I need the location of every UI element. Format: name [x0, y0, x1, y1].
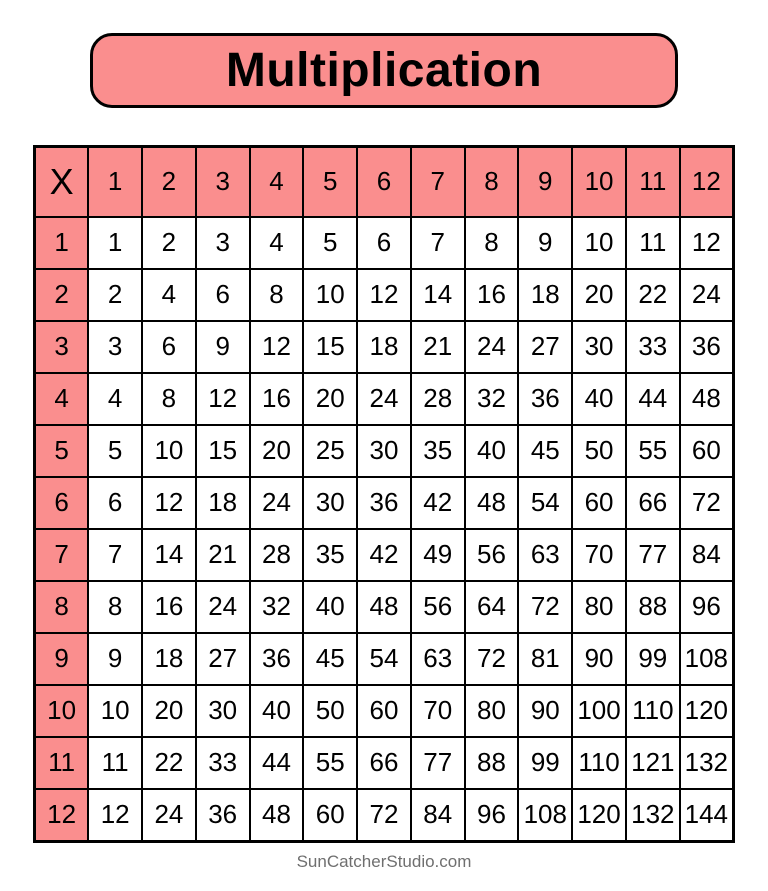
product-cell: 5: [88, 425, 142, 477]
product-cell: 11: [88, 737, 142, 789]
product-cell: 108: [518, 789, 572, 842]
product-cell: 30: [357, 425, 411, 477]
table-row: [35, 633, 734, 685]
product-cell: 24: [680, 269, 734, 321]
product-cell: 8: [88, 581, 142, 633]
product-cell: 1: [88, 217, 142, 269]
product-cell: 80: [572, 581, 626, 633]
product-cell: 7: [88, 529, 142, 581]
product-cell: 5: [303, 217, 357, 269]
product-cell: 15: [196, 425, 250, 477]
product-cell: 6: [88, 477, 142, 529]
product-cell: 54: [518, 477, 572, 529]
row-header-cell: 11: [35, 737, 89, 789]
product-cell: 66: [626, 477, 680, 529]
product-cell: 45: [518, 425, 572, 477]
product-cell: 20: [572, 269, 626, 321]
product-cell: 24: [196, 581, 250, 633]
column-header-cell: 5: [303, 147, 357, 217]
product-cell: 25: [303, 425, 357, 477]
product-cell: 28: [250, 529, 304, 581]
product-cell: 56: [465, 529, 519, 581]
product-cell: 40: [303, 581, 357, 633]
table-row: [35, 373, 734, 425]
product-cell: 10: [572, 217, 626, 269]
product-cell: 120: [680, 685, 734, 737]
product-cell: 40: [465, 425, 519, 477]
product-cell: 64: [465, 581, 519, 633]
product-cell: 99: [518, 737, 572, 789]
product-cell: 18: [357, 321, 411, 373]
product-cell: 24: [465, 321, 519, 373]
product-cell: 110: [626, 685, 680, 737]
product-cell: 36: [680, 321, 734, 373]
product-cell: 36: [196, 789, 250, 842]
page-title: Multiplication: [225, 43, 543, 97]
product-cell: 12: [88, 789, 142, 842]
product-cell: 20: [142, 685, 196, 737]
table-row: [35, 529, 734, 581]
product-cell: 8: [250, 269, 304, 321]
column-header-cell: 9: [518, 147, 572, 217]
product-cell: 60: [680, 425, 734, 477]
product-cell: 22: [626, 269, 680, 321]
row-header-cell: 6: [35, 477, 89, 529]
product-cell: 33: [196, 737, 250, 789]
product-cell: 9: [518, 217, 572, 269]
product-cell: 16: [465, 269, 519, 321]
product-cell: 77: [626, 529, 680, 581]
product-cell: 121: [626, 737, 680, 789]
product-cell: 60: [357, 685, 411, 737]
product-cell: 10: [303, 269, 357, 321]
product-cell: 60: [303, 789, 357, 842]
product-cell: 14: [142, 529, 196, 581]
product-cell: 40: [572, 373, 626, 425]
product-cell: 42: [411, 477, 465, 529]
product-cell: 55: [626, 425, 680, 477]
product-cell: 12: [250, 321, 304, 373]
product-cell: 54: [357, 633, 411, 685]
product-cell: 88: [465, 737, 519, 789]
product-cell: 132: [680, 737, 734, 789]
product-cell: 4: [142, 269, 196, 321]
product-cell: 63: [518, 529, 572, 581]
product-cell: 35: [303, 529, 357, 581]
product-cell: 8: [465, 217, 519, 269]
product-cell: 9: [88, 633, 142, 685]
product-cell: 70: [411, 685, 465, 737]
product-cell: 72: [518, 581, 572, 633]
column-header-cell: 4: [250, 147, 304, 217]
product-cell: 12: [680, 217, 734, 269]
product-cell: 27: [196, 633, 250, 685]
product-cell: 6: [142, 321, 196, 373]
footer-credit: SunCatcherStudio.com: [296, 852, 472, 871]
product-cell: 22: [142, 737, 196, 789]
product-cell: 16: [250, 373, 304, 425]
table-row: [35, 685, 734, 737]
product-cell: 72: [465, 633, 519, 685]
product-cell: 72: [680, 477, 734, 529]
row-header-cell: 1: [35, 217, 89, 269]
product-cell: 44: [250, 737, 304, 789]
column-header-cell: 12: [680, 147, 734, 217]
product-cell: 96: [465, 789, 519, 842]
product-cell: 60: [572, 477, 626, 529]
product-cell: 48: [465, 477, 519, 529]
product-cell: 24: [250, 477, 304, 529]
table-row: [35, 477, 734, 529]
product-cell: 42: [357, 529, 411, 581]
product-cell: 6: [357, 217, 411, 269]
product-cell: 24: [142, 789, 196, 842]
row-header-cell: 2: [35, 269, 89, 321]
row-header-cell: 12: [35, 789, 89, 842]
table-row: [35, 737, 734, 789]
product-cell: 24: [357, 373, 411, 425]
product-cell: 6: [196, 269, 250, 321]
product-cell: 18: [142, 633, 196, 685]
product-cell: 45: [303, 633, 357, 685]
column-header-cell: 11: [626, 147, 680, 217]
product-cell: 96: [680, 581, 734, 633]
product-cell: 50: [572, 425, 626, 477]
product-cell: 84: [680, 529, 734, 581]
product-cell: 3: [88, 321, 142, 373]
product-cell: 100: [572, 685, 626, 737]
product-cell: 44: [626, 373, 680, 425]
product-cell: 18: [518, 269, 572, 321]
column-header-cell: 10: [572, 147, 626, 217]
product-cell: 32: [465, 373, 519, 425]
product-cell: 144: [680, 789, 734, 842]
table-row: [35, 269, 734, 321]
product-cell: 12: [142, 477, 196, 529]
product-cell: 8: [142, 373, 196, 425]
product-cell: 77: [411, 737, 465, 789]
corner-cell: X: [35, 147, 89, 217]
product-cell: 20: [250, 425, 304, 477]
product-cell: 14: [411, 269, 465, 321]
product-cell: 32: [250, 581, 304, 633]
table-row: [35, 425, 734, 477]
product-cell: 33: [626, 321, 680, 373]
product-cell: 4: [250, 217, 304, 269]
table-row: [35, 581, 734, 633]
product-cell: 9: [196, 321, 250, 373]
product-cell: 11: [626, 217, 680, 269]
product-cell: 10: [142, 425, 196, 477]
product-cell: 108: [680, 633, 734, 685]
product-cell: 21: [411, 321, 465, 373]
product-cell: 30: [303, 477, 357, 529]
product-cell: 72: [357, 789, 411, 842]
product-cell: 90: [572, 633, 626, 685]
product-cell: 18: [196, 477, 250, 529]
product-cell: 12: [196, 373, 250, 425]
product-cell: 36: [518, 373, 572, 425]
product-cell: 48: [357, 581, 411, 633]
product-cell: 15: [303, 321, 357, 373]
product-cell: 20: [303, 373, 357, 425]
product-cell: 4: [88, 373, 142, 425]
row-header-cell: 4: [35, 373, 89, 425]
row-header-cell: 8: [35, 581, 89, 633]
product-cell: 48: [680, 373, 734, 425]
product-cell: 35: [411, 425, 465, 477]
product-cell: 10: [88, 685, 142, 737]
column-header-cell: 3: [196, 147, 250, 217]
product-cell: 55: [303, 737, 357, 789]
product-cell: 7: [411, 217, 465, 269]
row-header-cell: 7: [35, 529, 89, 581]
product-cell: 80: [465, 685, 519, 737]
product-cell: 50: [303, 685, 357, 737]
header-row: [35, 147, 734, 217]
multiplication-table: [33, 145, 735, 843]
table-container: [33, 145, 735, 843]
product-cell: 49: [411, 529, 465, 581]
product-cell: 88: [626, 581, 680, 633]
row-header-cell: 5: [35, 425, 89, 477]
product-cell: 120: [572, 789, 626, 842]
product-cell: 16: [142, 581, 196, 633]
title-banner: [90, 33, 678, 108]
product-cell: 30: [572, 321, 626, 373]
column-header-cell: 8: [465, 147, 519, 217]
row-header-cell: 10: [35, 685, 89, 737]
product-cell: 48: [250, 789, 304, 842]
product-cell: 81: [518, 633, 572, 685]
product-cell: 12: [357, 269, 411, 321]
product-cell: 27: [518, 321, 572, 373]
product-cell: 110: [572, 737, 626, 789]
product-cell: 66: [357, 737, 411, 789]
row-header-cell: 3: [35, 321, 89, 373]
product-cell: 3: [196, 217, 250, 269]
product-cell: 21: [196, 529, 250, 581]
product-cell: 40: [250, 685, 304, 737]
product-cell: 84: [411, 789, 465, 842]
product-cell: 28: [411, 373, 465, 425]
product-cell: 2: [88, 269, 142, 321]
product-cell: 36: [357, 477, 411, 529]
column-header-cell: 1: [88, 147, 142, 217]
product-cell: 132: [626, 789, 680, 842]
table-row: [35, 217, 734, 269]
product-cell: 99: [626, 633, 680, 685]
product-cell: 63: [411, 633, 465, 685]
table-row: [35, 321, 734, 373]
column-header-cell: 6: [357, 147, 411, 217]
product-cell: 56: [411, 581, 465, 633]
column-header-cell: 2: [142, 147, 196, 217]
column-header-cell: 7: [411, 147, 465, 217]
product-cell: 30: [196, 685, 250, 737]
product-cell: 36: [250, 633, 304, 685]
row-header-cell: 9: [35, 633, 89, 685]
product-cell: 70: [572, 529, 626, 581]
product-cell: 90: [518, 685, 572, 737]
table-row: [35, 789, 734, 842]
product-cell: 2: [142, 217, 196, 269]
